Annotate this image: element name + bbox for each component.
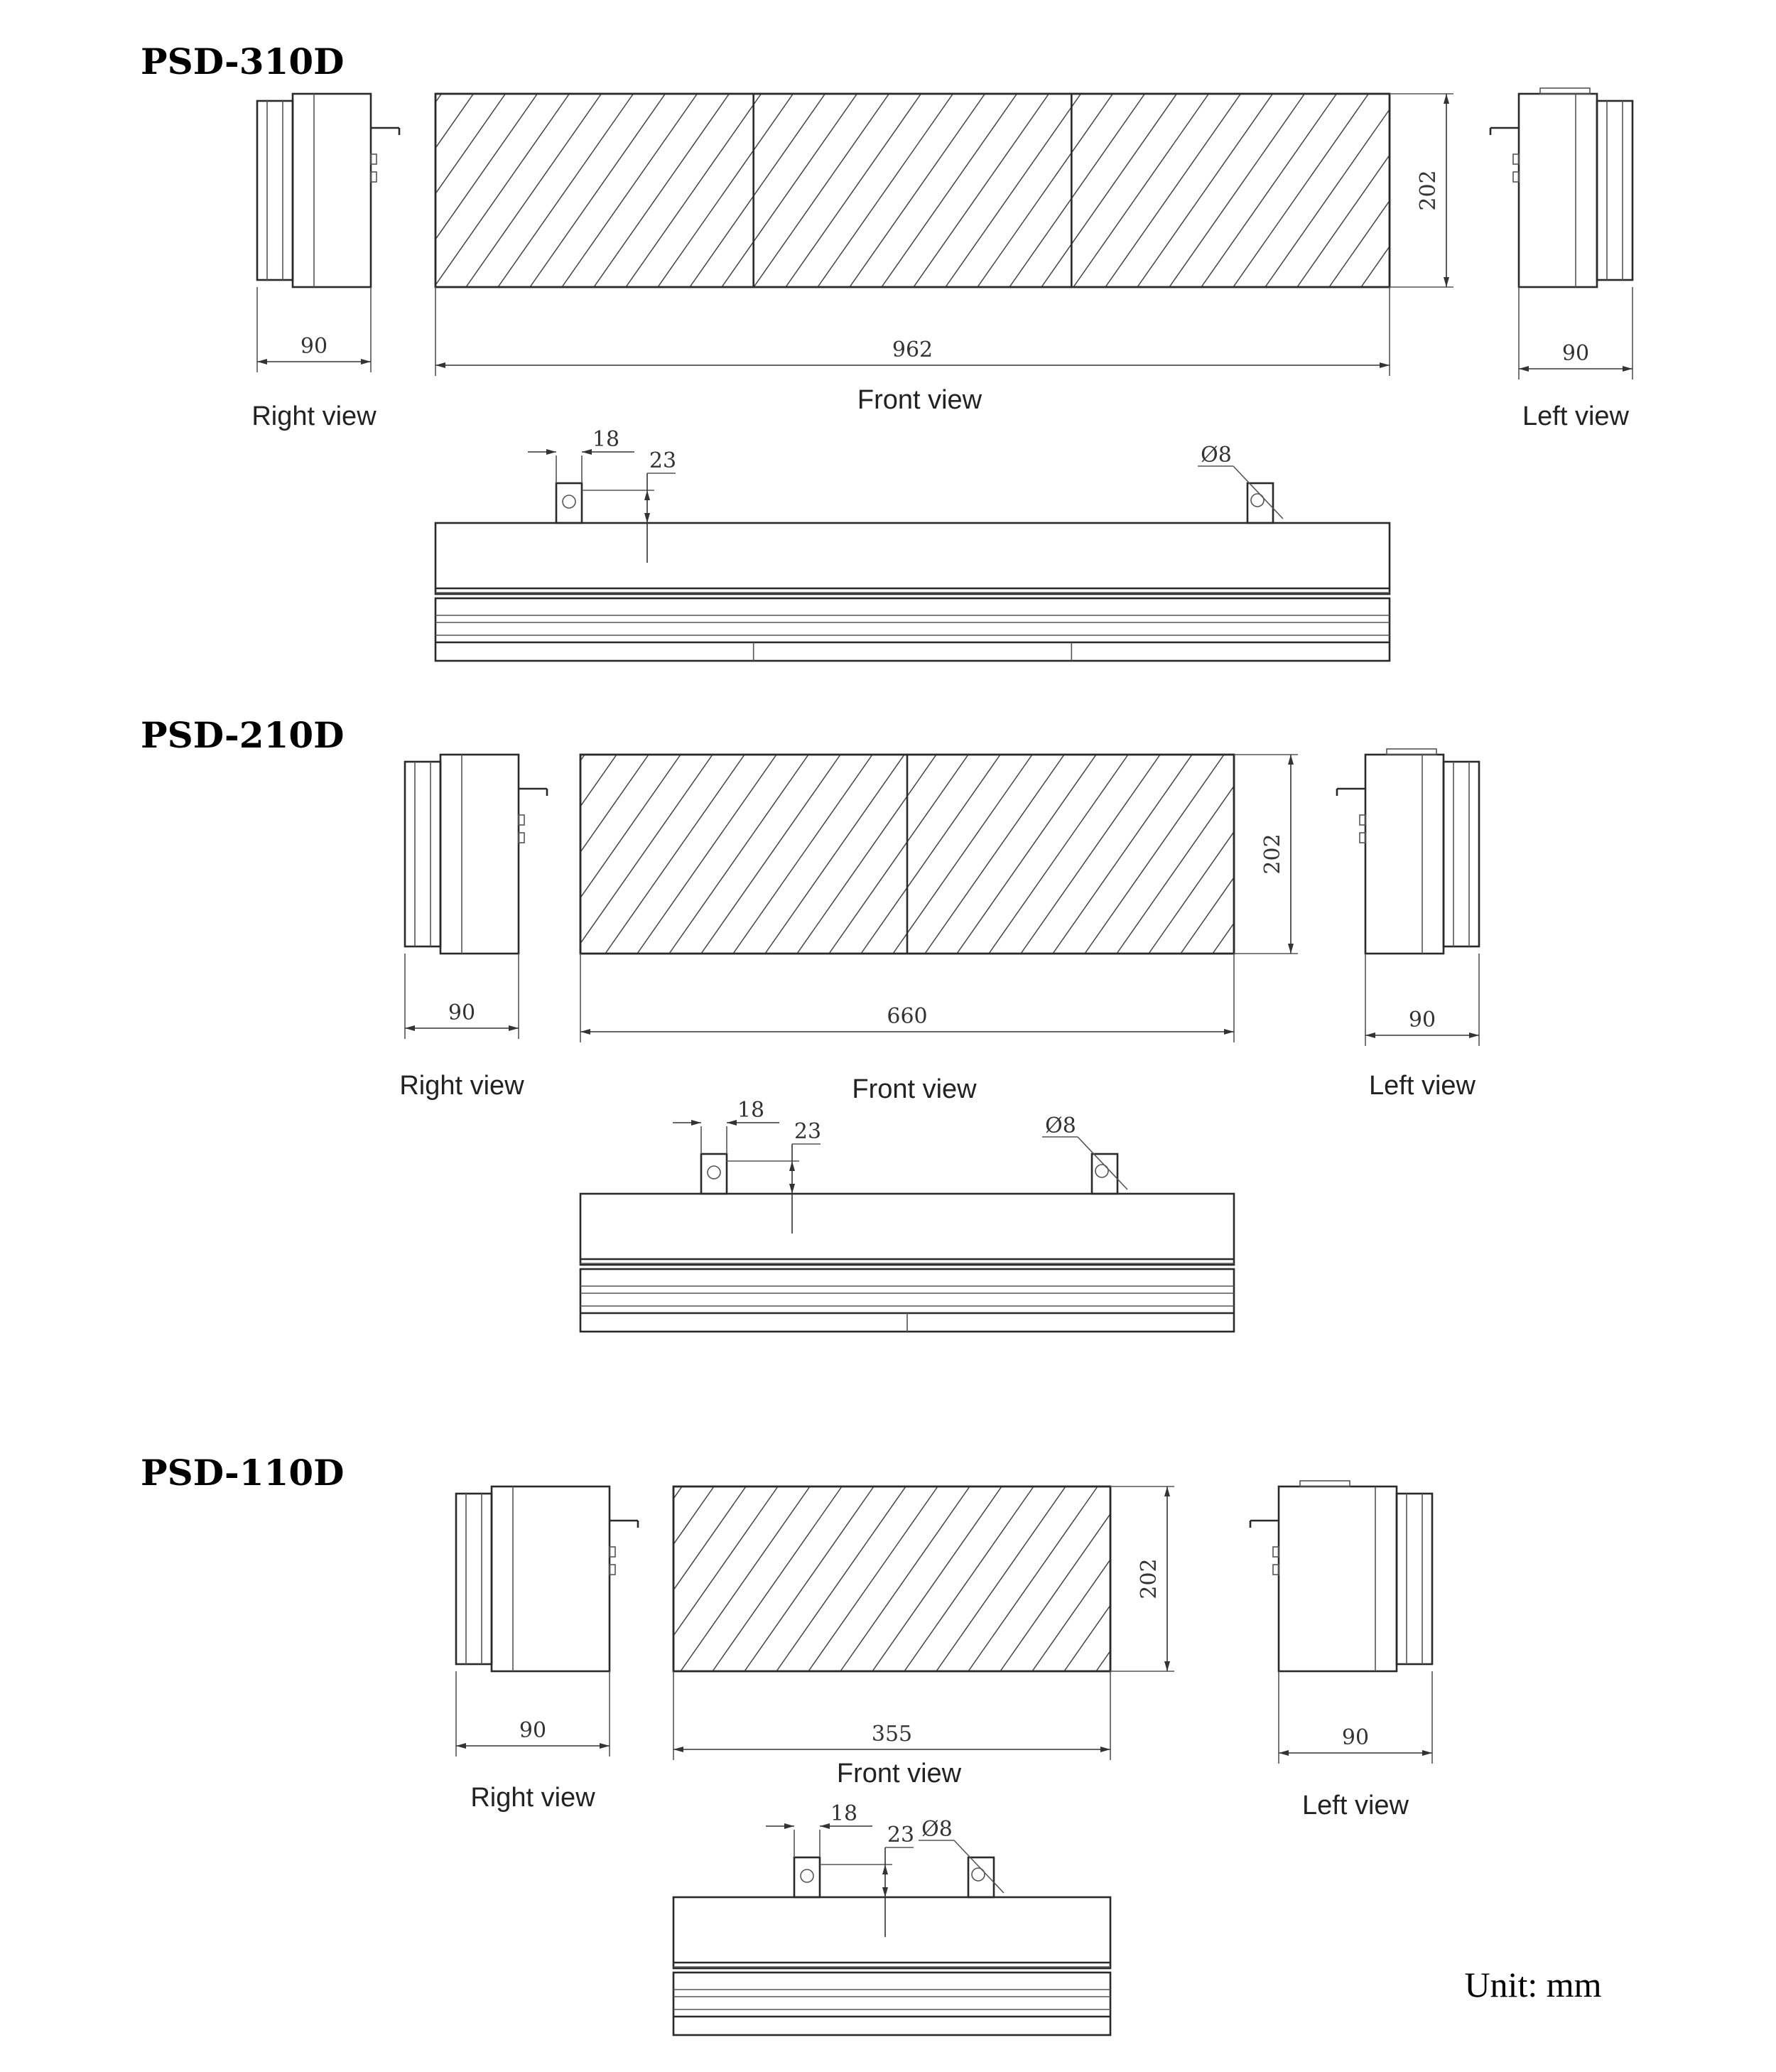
hatch-line bbox=[1341, 755, 1480, 954]
front-view-label: Front view bbox=[857, 385, 982, 415]
hatch-line bbox=[1009, 94, 1144, 287]
offset-dimension-label: 18 bbox=[830, 1801, 858, 1826]
arrow-head bbox=[1224, 1029, 1234, 1035]
hatch-line bbox=[669, 755, 808, 954]
mount-hole bbox=[708, 1166, 720, 1179]
hatch-line bbox=[338, 94, 473, 287]
right-view-width-label: 90 bbox=[519, 1718, 547, 1743]
hatch-line bbox=[1329, 94, 1464, 287]
hatch-line bbox=[413, 755, 553, 954]
right-view-width-label: 90 bbox=[448, 1000, 476, 1025]
hatch-line bbox=[521, 1486, 650, 1671]
side-body bbox=[1519, 94, 1597, 287]
arrow-head bbox=[1164, 1486, 1170, 1496]
hatch-line bbox=[477, 755, 617, 954]
side-flange bbox=[405, 762, 440, 946]
height-dimension-label: 23 bbox=[887, 1823, 915, 1847]
hatch-line bbox=[617, 1486, 746, 1671]
arrow-head bbox=[673, 1747, 683, 1752]
arrow-head bbox=[1365, 1032, 1375, 1038]
reflector-profile bbox=[673, 1973, 1110, 2035]
hatch-line bbox=[1053, 755, 1192, 954]
model-title: PSD-110D bbox=[141, 1452, 345, 1494]
arrow-head bbox=[789, 1184, 795, 1194]
right-view-label: Right view bbox=[399, 1071, 524, 1101]
right-view bbox=[405, 755, 547, 954]
right-view bbox=[456, 1486, 638, 1671]
arrow-head bbox=[582, 449, 592, 455]
hatch-line bbox=[861, 755, 1000, 954]
bracket-left bbox=[701, 1154, 727, 1194]
hatch-line bbox=[840, 1486, 970, 1671]
model-title: PSD-210D bbox=[141, 714, 345, 756]
side-flange bbox=[1597, 101, 1632, 280]
hatch-line bbox=[274, 94, 409, 287]
hatch-line bbox=[1073, 94, 1208, 287]
hatch-line bbox=[681, 1486, 810, 1671]
hatch-line bbox=[1085, 755, 1224, 954]
hatch-line bbox=[1117, 755, 1256, 954]
front-panel bbox=[435, 94, 1390, 287]
hatch-line bbox=[1309, 755, 1448, 954]
left-view-label: Left view bbox=[1302, 1791, 1409, 1820]
left-view-width-label: 90 bbox=[1341, 1725, 1370, 1750]
front-height-label: 202 bbox=[1260, 833, 1285, 875]
hatch-line bbox=[1041, 94, 1176, 287]
height-dimension-label: 23 bbox=[794, 1119, 822, 1144]
hatch-line bbox=[402, 94, 537, 287]
offset-dimension-label: 18 bbox=[737, 1098, 765, 1123]
hatch-line bbox=[594, 94, 729, 287]
arrow-head bbox=[1288, 944, 1294, 954]
hatch-line bbox=[585, 1486, 714, 1671]
hatch-line bbox=[850, 94, 985, 287]
arrow-head bbox=[580, 1029, 590, 1035]
bracket-left bbox=[794, 1857, 820, 1897]
offset-dimension-label: 18 bbox=[592, 427, 620, 452]
hatch-line bbox=[1105, 94, 1240, 287]
hatch-line bbox=[530, 94, 665, 287]
bracket-left bbox=[556, 483, 582, 523]
hatch-line bbox=[1192, 1486, 1321, 1671]
side-body bbox=[293, 94, 371, 287]
bottom-view bbox=[435, 427, 1390, 661]
hatch-line bbox=[553, 1486, 682, 1671]
hatch-line bbox=[1064, 1486, 1193, 1671]
hatch-line bbox=[946, 94, 1081, 287]
hatch-line bbox=[658, 94, 793, 287]
side-flange bbox=[257, 101, 293, 280]
hatch-line bbox=[818, 94, 953, 287]
right-view-width-label: 90 bbox=[300, 334, 328, 359]
side-body bbox=[492, 1486, 610, 1671]
arrow-head bbox=[1380, 362, 1390, 368]
hatch-line bbox=[893, 755, 1032, 954]
arrow-head bbox=[644, 490, 650, 500]
hatch-line bbox=[1256, 1486, 1385, 1671]
side-body bbox=[440, 755, 519, 954]
front-view-label: Front view bbox=[836, 1759, 962, 1788]
hatch-line bbox=[242, 94, 377, 287]
side-flange bbox=[1444, 762, 1479, 946]
hatch-line bbox=[445, 755, 585, 954]
hatch-line bbox=[509, 755, 649, 954]
side-flange bbox=[456, 1494, 492, 1664]
hatch-line bbox=[541, 755, 681, 954]
hatch-line bbox=[808, 1486, 938, 1671]
arrow-head bbox=[1623, 366, 1632, 372]
hatch-line bbox=[1181, 755, 1320, 954]
mount-hole bbox=[801, 1869, 813, 1882]
hatch-line bbox=[370, 94, 505, 287]
hatch-line bbox=[722, 94, 857, 287]
arrow-head bbox=[1444, 277, 1449, 287]
hatch-line bbox=[1297, 94, 1432, 287]
hatch-line bbox=[466, 94, 601, 287]
arrow-head bbox=[1279, 1750, 1289, 1756]
left-view-width-label: 90 bbox=[1408, 1008, 1436, 1032]
front-width-label: 355 bbox=[871, 1722, 913, 1747]
hatch-line bbox=[1160, 1486, 1289, 1671]
left-view-label: Left view bbox=[1369, 1071, 1476, 1101]
hatch-line bbox=[786, 94, 921, 287]
leader-line bbox=[1233, 466, 1283, 519]
heater-body bbox=[435, 523, 1390, 594]
arrow-head bbox=[789, 1161, 795, 1171]
hole-dimension-label: Ø8 bbox=[1045, 1113, 1076, 1138]
hatch-line bbox=[498, 94, 633, 287]
model-psd-310d bbox=[141, 41, 1688, 661]
arrow-head bbox=[1519, 366, 1529, 372]
model-psd-210d bbox=[141, 714, 1544, 1332]
hatch-line bbox=[1224, 1486, 1353, 1671]
hatch-line bbox=[882, 94, 1017, 287]
hatch-line bbox=[1021, 755, 1160, 954]
hatch-line bbox=[1277, 755, 1416, 954]
arrow-head bbox=[644, 513, 650, 523]
hatch-line bbox=[1265, 94, 1400, 287]
hatch-pattern bbox=[381, 755, 1544, 954]
hatch-line bbox=[754, 94, 889, 287]
hatch-line bbox=[957, 755, 1096, 954]
hatch-pattern bbox=[242, 94, 1688, 287]
right-view-label: Right view bbox=[470, 1783, 595, 1813]
hole-dimension-label: Ø8 bbox=[921, 1817, 953, 1842]
arrow-head bbox=[784, 1823, 794, 1829]
left-view bbox=[1250, 1481, 1432, 1671]
hatch-line bbox=[1489, 94, 1624, 287]
model-title: PSD-310D bbox=[141, 41, 345, 82]
hatch-line bbox=[925, 755, 1064, 954]
hatch-line bbox=[1393, 94, 1528, 287]
hatch-line bbox=[765, 755, 904, 954]
front-view-label: Front view bbox=[852, 1074, 977, 1104]
arrow-head bbox=[405, 1025, 415, 1031]
left-view-label: Left view bbox=[1522, 401, 1629, 431]
bottom-view bbox=[673, 1801, 1110, 2035]
heater-body bbox=[673, 1897, 1110, 1968]
arrow-head bbox=[1444, 94, 1449, 104]
hatch-line bbox=[562, 94, 697, 287]
hatch-line bbox=[989, 755, 1128, 954]
arrow-head bbox=[509, 1025, 519, 1031]
front-width-label: 962 bbox=[892, 338, 933, 362]
hatch-line bbox=[1288, 1486, 1417, 1671]
leader-line bbox=[954, 1840, 1004, 1893]
hatch-line bbox=[1553, 94, 1688, 287]
hatch-line bbox=[733, 755, 872, 954]
hatch-line bbox=[381, 755, 521, 954]
model-psd-110d bbox=[141, 1452, 1432, 2035]
hatch-line bbox=[306, 94, 441, 287]
arrow-head bbox=[1100, 1747, 1110, 1752]
hatch-line bbox=[637, 755, 776, 954]
hatch-line bbox=[1137, 94, 1272, 287]
front-panel-border bbox=[435, 94, 1390, 287]
bottom-view bbox=[580, 1098, 1234, 1332]
arrow-head bbox=[882, 1865, 888, 1874]
left-view-width-label: 90 bbox=[1561, 341, 1590, 366]
hatch-line bbox=[829, 755, 968, 954]
left-view bbox=[1490, 88, 1632, 287]
arrow-head bbox=[546, 449, 556, 455]
arrow-head bbox=[727, 1120, 737, 1126]
arrow-head bbox=[1288, 755, 1294, 765]
arrow-head bbox=[257, 359, 267, 365]
unit-label: Unit: mm bbox=[1464, 1965, 1602, 2004]
hatch-line bbox=[1521, 94, 1656, 287]
hatch-line bbox=[744, 1486, 874, 1671]
left-view bbox=[1337, 749, 1479, 954]
hatch-line bbox=[968, 1486, 1098, 1671]
hatch-line bbox=[690, 94, 825, 287]
hatch-line bbox=[489, 1486, 618, 1671]
hatch-line bbox=[872, 1486, 1002, 1671]
side-flange bbox=[1397, 1494, 1432, 1664]
hatch-line bbox=[1457, 94, 1592, 287]
hatch-line bbox=[776, 1486, 906, 1671]
side-body bbox=[1365, 755, 1444, 954]
hatch-line bbox=[573, 755, 713, 954]
hatch-line bbox=[713, 1486, 842, 1671]
leader-line bbox=[1078, 1137, 1127, 1189]
arrow-head bbox=[435, 362, 445, 368]
front-width-label: 660 bbox=[887, 1004, 928, 1029]
arrow-head bbox=[1164, 1661, 1170, 1671]
right-view bbox=[257, 94, 399, 287]
hatch-line bbox=[649, 1486, 778, 1671]
hatch-line bbox=[626, 94, 761, 287]
arrow-head bbox=[456, 1743, 466, 1749]
arrow-head bbox=[820, 1823, 830, 1829]
hatch-line bbox=[1372, 755, 1512, 954]
arrow-head bbox=[1422, 1750, 1432, 1756]
heater-body bbox=[580, 1194, 1234, 1265]
reflector-profile bbox=[435, 598, 1390, 661]
hatch-line bbox=[914, 94, 1049, 287]
front-height-label: 202 bbox=[1416, 170, 1441, 211]
arrow-head bbox=[1469, 1032, 1479, 1038]
hatch-line bbox=[1169, 94, 1304, 287]
hole-dimension-label: Ø8 bbox=[1201, 443, 1232, 468]
hatch-line bbox=[936, 1486, 1066, 1671]
hatch-line bbox=[1404, 755, 1544, 954]
hatch-line bbox=[1233, 94, 1368, 287]
hatch-line bbox=[605, 755, 744, 954]
mount-hole bbox=[563, 495, 575, 508]
side-body bbox=[1279, 1486, 1397, 1671]
height-dimension-label: 23 bbox=[649, 448, 677, 473]
hatch-line bbox=[1425, 94, 1560, 287]
hatch-line bbox=[904, 1486, 1034, 1671]
hatch-line bbox=[434, 94, 569, 287]
front-height-label: 202 bbox=[1137, 1558, 1162, 1599]
right-view-label: Right view bbox=[251, 401, 377, 431]
arrow-head bbox=[882, 1887, 888, 1897]
hatch-line bbox=[978, 94, 1112, 287]
arrow-head bbox=[600, 1743, 610, 1749]
arrow-head bbox=[691, 1120, 701, 1126]
hatch-line bbox=[797, 755, 936, 954]
hatch-line bbox=[701, 755, 840, 954]
hatch-line bbox=[1201, 94, 1336, 287]
arrow-head bbox=[361, 359, 371, 365]
